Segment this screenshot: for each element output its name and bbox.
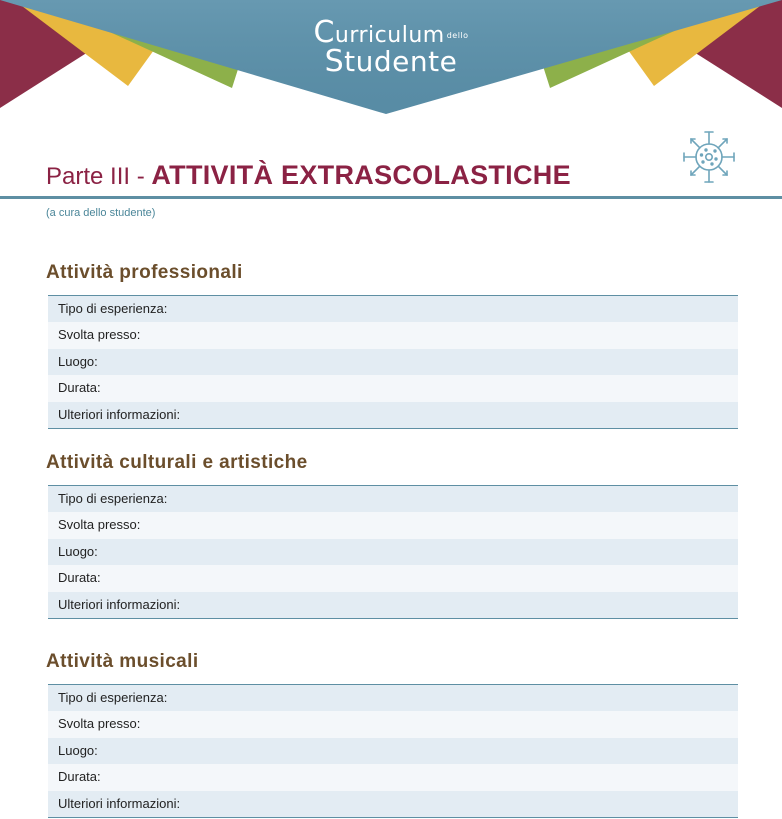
part-title-main: ATTIVITÀ EXTRASCOLASTICHE (151, 160, 571, 190)
section-title: Attività culturali e artistiche (46, 452, 308, 473)
table-row: Durata: (48, 764, 738, 790)
table-row: Svolta presso: (48, 322, 738, 348)
table-row: Ulteriori informazioni: (48, 791, 738, 817)
table-row: Svolta presso: (48, 711, 738, 737)
section-title: Attività musicali (46, 651, 199, 672)
table-row: Tipo di esperienza: (48, 685, 738, 711)
table-row: Tipo di esperienza: (48, 296, 738, 322)
logo-small: dello (446, 31, 469, 40)
page-title (46, 160, 571, 191)
logo-c: C (313, 15, 335, 50)
table-row: Luogo: (48, 539, 738, 565)
logo-line2: tudente (344, 45, 458, 78)
logo-s: S (324, 44, 345, 79)
logo-line1: urriculum (334, 23, 445, 48)
curriculum-logo (0, 15, 782, 79)
virus-icon (680, 128, 738, 186)
section-table (48, 295, 738, 429)
table-row: Luogo: (48, 738, 738, 764)
table-row: Durata: (48, 565, 738, 591)
table-row: Tipo di esperienza: (48, 486, 738, 512)
table-row: Ulteriori informazioni: (48, 402, 738, 428)
section-table (48, 684, 738, 818)
part-prefix: Parte III - (46, 163, 152, 190)
title-divider (0, 196, 782, 199)
table-row: Svolta presso: (48, 512, 738, 538)
page-subtitle: (a cura dello studente) (46, 207, 156, 219)
section-table (48, 485, 738, 619)
table-row: Luogo: (48, 349, 738, 375)
table-row: Ulteriori informazioni: (48, 592, 738, 618)
section-title: Attività professionali (46, 262, 243, 283)
table-row: Durata: (48, 375, 738, 401)
